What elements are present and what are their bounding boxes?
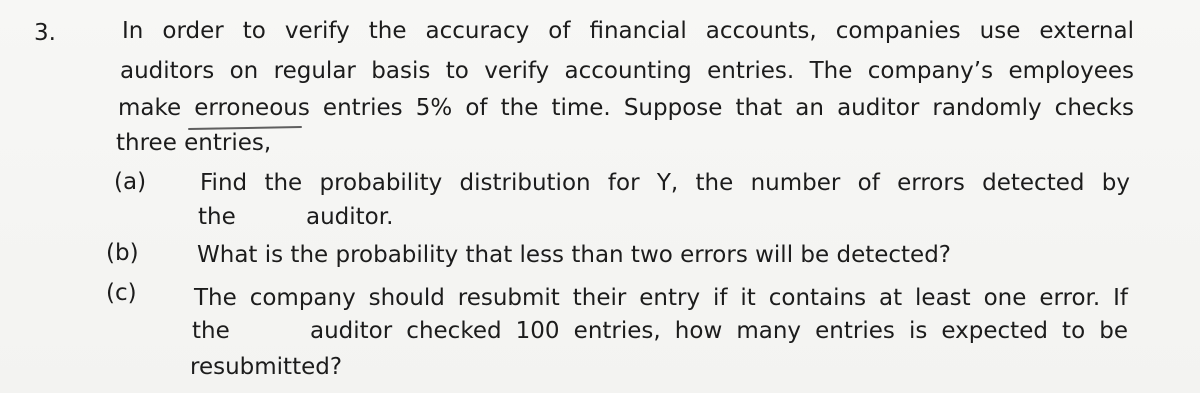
part-c-text-line-2a: the bbox=[192, 318, 230, 344]
part-b-label: (b) bbox=[106, 240, 139, 266]
intro-line-1: In order to verify the accuracy of financial accounts, companies use external bbox=[122, 18, 1134, 44]
part-c-label: (c) bbox=[106, 280, 137, 306]
intro-line-3: make erroneous entries 5% of the time. Suppose that an auditor randomly checks bbox=[118, 95, 1134, 121]
question-number: 3. bbox=[34, 20, 56, 46]
part-a-text-line-2b: auditor. bbox=[306, 204, 394, 230]
part-a-text-line-1: Find the probability distribution for Y, the number of errors detected by bbox=[200, 170, 1130, 196]
intro-line-4: three entries, bbox=[116, 130, 272, 156]
part-c-text-line-1: The company should resubmit their entry if it contains at least one error. If bbox=[194, 285, 1128, 311]
part-c-text-line-2b: auditor checked 100 entries, how many entries is expected to be bbox=[310, 318, 1128, 344]
part-c-text-line-3: resubmitted? bbox=[190, 354, 343, 380]
intro-line-2: auditors on regular basis to verify accounting entries. The company’s employees bbox=[120, 58, 1134, 84]
part-b-text: What is the probability that less than two errors will be detected? bbox=[197, 242, 952, 268]
part-a-label: (a) bbox=[114, 169, 147, 195]
part-a-text-line-2a: the bbox=[198, 204, 236, 230]
